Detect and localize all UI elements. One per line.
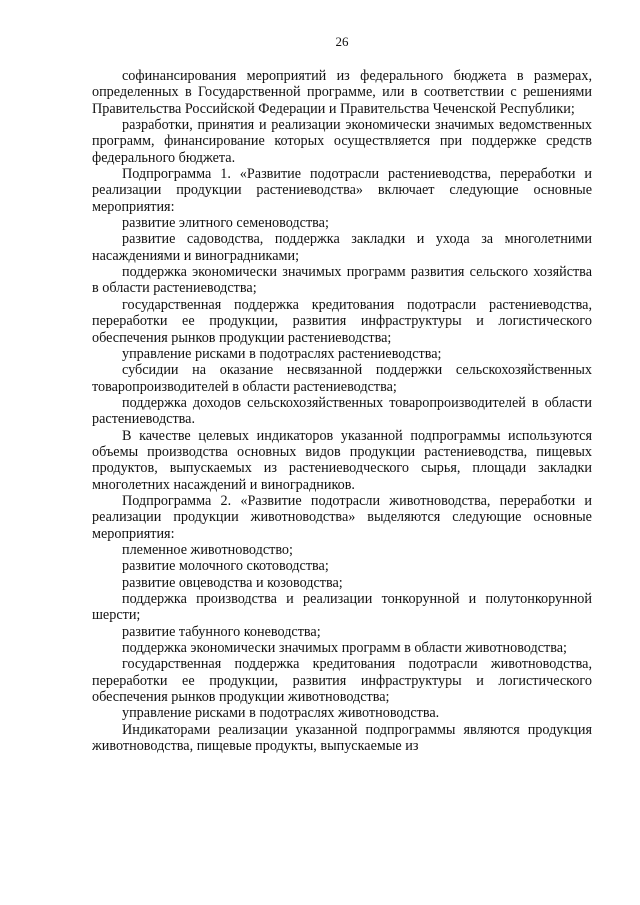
- paragraph: Подпрограмма 2. «Развитие подотрасли животноводства, переработки и реализации продукции животноводства» выделяются следующие основные мероприятия:: [92, 492, 592, 542]
- paragraph: Индикаторами реализации указанной подпрограммы являются продукция животноводства, пищевые продукты, выпускаемые из: [92, 721, 592, 755]
- paragraph: поддержка доходов сельскохозяйственных товаропроизводителей в области растениеводства.: [92, 394, 592, 428]
- paragraph: разработки, принятия и реализации экономически значимых ведомственных программ, финансирование которых осуществляется при поддержке средств федерального бюджета.: [92, 117, 592, 166]
- paragraph: софинансирования мероприятий из федерального бюджета в размерах, определенных в Государственной программе, или в соответствии с решениями Правительства Российской Федерации и Правительства Чеченской Республики;: [92, 68, 592, 117]
- page-number: 26: [335, 34, 349, 49]
- paragraph: развитие овцеводства и козоводства;: [122, 574, 343, 591]
- paragraph: Подпрограмма 1. «Развитие подотрасли растениеводства, переработки и реализации продукции растениеводства» включает следующие основные мероприятия:: [92, 166, 592, 215]
- paragraph: государственная поддержка кредитования подотрасли животноводства, переработки ее продукции, развития инфраструктуры и логистического обеспечения рынков продукции животноводства;: [92, 656, 592, 706]
- paragraph: развитие элитного семеноводства;: [122, 215, 329, 232]
- paragraph: развитие садоводства, поддержка закладки и ухода за многолетними насаждениями и виноградниками;: [92, 231, 592, 264]
- document-body: [92, 68, 592, 754]
- paragraph: поддержка экономически значимых программ в области животноводства;: [122, 640, 567, 657]
- paragraph: управление рисками в подотраслях растениеводства;: [122, 345, 442, 362]
- paragraph: племенное животноводство;: [122, 541, 293, 558]
- paragraph: поддержка производства и реализации тонкорунной и полутонкорунной шерсти;: [92, 591, 592, 624]
- paragraph: развитие табунного коневодства;: [122, 623, 321, 640]
- paragraph: государственная поддержка кредитования подотрасли растениеводства, переработки ее продукции, развития инфраструктуры и логистического обеспечения рынков продукции растениеводства;: [92, 296, 592, 346]
- paragraph: управление рисками в подотраслях животноводства.: [122, 705, 440, 722]
- paragraph: развитие молочного скотоводства;: [122, 558, 329, 575]
- paragraph: субсидии на оказание несвязанной поддержки сельскохозяйственных товаропроизводителей в области растениеводства;: [92, 362, 592, 395]
- paragraph: В качестве целевых индикаторов указанной подпрограммы используются объемы производства основных видов продукции растениеводства, пищевых продуктов, выпускаемых из растениеводческого сырья, площади закладки многолетних насаждений и виноградников.: [92, 427, 592, 493]
- paragraph: поддержка экономически значимых программ развития сельского хозяйства в области растениеводства;: [92, 264, 592, 297]
